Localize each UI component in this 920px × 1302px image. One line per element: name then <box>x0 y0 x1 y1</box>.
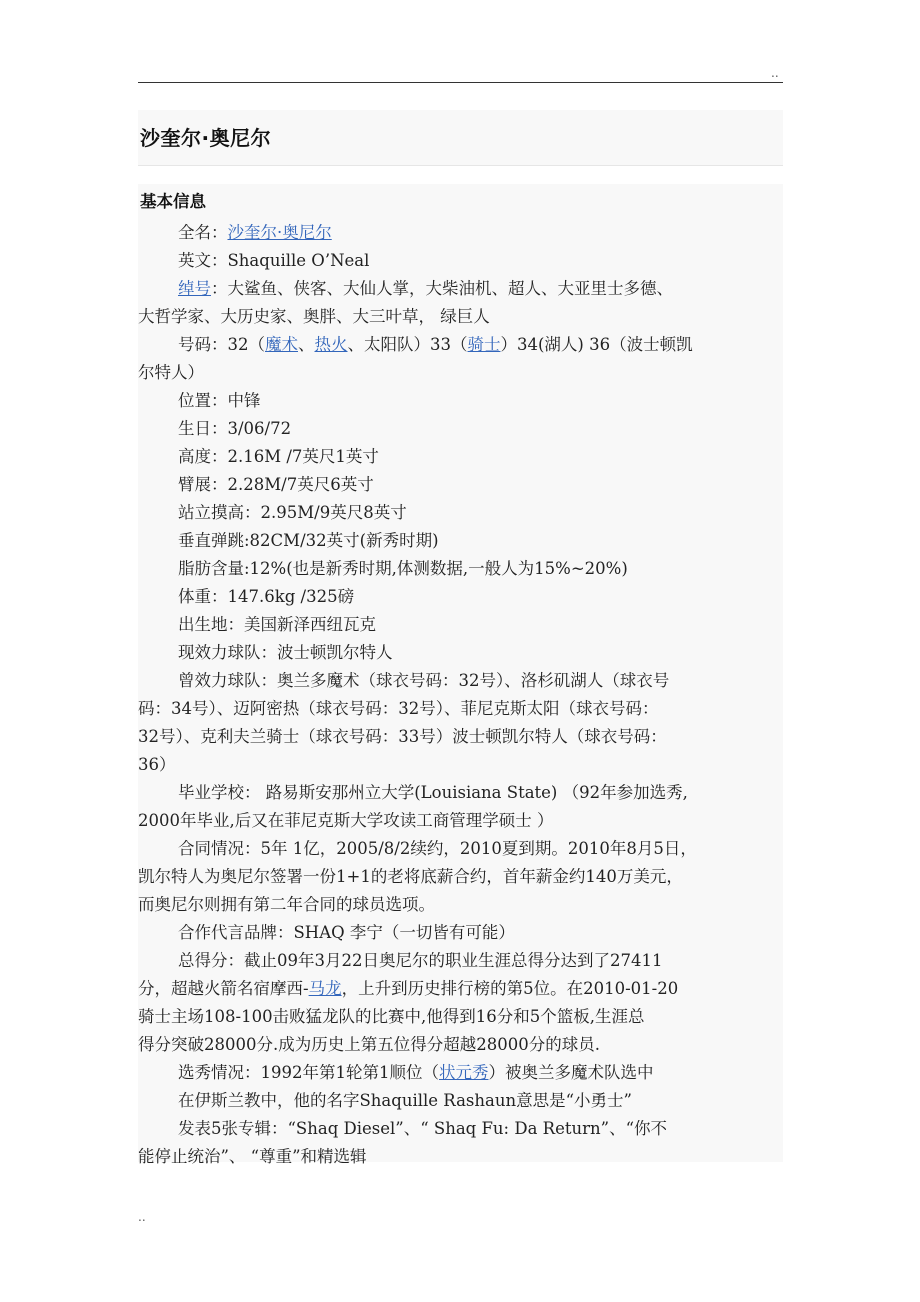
info-lines <box>138 219 818 1171</box>
points-text-a: 分，超越火箭名宿摩西- <box>138 979 309 998</box>
nickname-cont-line: 大哲学家、大历史家、奥胖、大三叶草， 绿巨人 <box>138 307 490 326</box>
contract-cont-line: 凯尔特人为奥尼尔签署一份1+1的老将底薪合约，首年薪金约140万美元， <box>138 867 683 886</box>
current-team-line: 现效力球队：波士顿凯尔特人 <box>178 643 393 662</box>
birthday-line: 生日：3/06/72 <box>178 419 292 438</box>
draft-text-a: 选秀情况：1992年第1轮第1顺位（ <box>178 1063 439 1082</box>
section-heading: 基本信息 <box>140 192 206 211</box>
cavaliers-link[interactable]: 骑士 <box>467 335 501 354</box>
former-teams-cont-line: 36） <box>138 755 176 774</box>
draft-text-b: ）被奥兰多魔术队选中 <box>488 1063 654 1082</box>
nickname-text: ：大鲨鱼、侠客、大仙人掌，大柴油机、超人、大亚里士多德、 <box>211 279 673 298</box>
english-line: 英文：Shaquille O’Neal <box>178 251 370 270</box>
number-cont-line: 尔特人） <box>138 363 204 382</box>
footer-dots: .. <box>138 1210 146 1224</box>
former-teams-cont-line: 码：34号）、迈阿密热（球衣号码：32号）、菲尼克斯太阳（球衣号码： <box>138 699 659 718</box>
fullname-link[interactable]: 沙奎尔·奥尼尔 <box>227 223 332 242</box>
heat-link[interactable]: 热火 <box>314 335 348 354</box>
fullname-label: 全名： <box>178 223 228 242</box>
wingspan-line: 臂展：2.28M/7英尺6英寸 <box>178 475 374 494</box>
contract-cont-line: 而奥尼尔则拥有第二年合同的球员选项。 <box>138 895 435 914</box>
albums-line: 发表5张专辑：“Shaq Diesel”、“ Shaq Fu: Da Return”、“你不 <box>178 1119 667 1138</box>
school-line: 毕业学校： 路易斯安那州立大学(Louisiana State) （92年参加选秀, <box>178 783 688 802</box>
number-text-b: 、太阳队）33（ <box>347 335 468 354</box>
points-text-b: ，上升到历史排行榜的第5位。在2010-01-20 <box>341 979 679 998</box>
number-text-a: 号码：32（ <box>178 335 265 354</box>
endorsement-line: 合作代言品牌：SHAQ 李宁（一切皆有可能） <box>178 923 515 942</box>
points-cont-line: 得分突破28000分.成为历史上第五位得分超越28000分的球员. <box>138 1035 600 1054</box>
content-box <box>138 184 783 1166</box>
height-line: 高度：2.16M /7英尺1英寸 <box>178 447 379 466</box>
fullname-line <box>138 219 818 247</box>
malone-link[interactable]: 马龙 <box>308 979 342 998</box>
points-cont-line <box>138 975 818 1003</box>
draft-line <box>138 1059 818 1087</box>
vertical-line: 垂直弹跳:82CM/32英寸(新秀时期) <box>178 531 439 550</box>
birthplace-line: 出生地：美国新泽西纽瓦克 <box>178 615 376 634</box>
former-teams-line: 曾效力球队：奥兰多魔术（球衣号码：32号）、洛杉矶湖人（球衣号 <box>178 671 670 690</box>
name-meaning-line: 在伊斯兰教中，他的名字Shaquille Rashaun意思是“小勇士” <box>178 1091 632 1110</box>
former-teams-cont-line: 32号）、克利夫兰骑士（球衣号码：33号）波士顿凯尔特人（球衣号码： <box>138 727 667 746</box>
points-line: 总得分：截止09年3月22日奥尼尔的职业生涯总得分达到了27411 <box>178 951 663 970</box>
top-pick-link[interactable]: 状元秀 <box>439 1063 489 1082</box>
nickname-line <box>138 275 818 303</box>
number-line <box>138 331 818 359</box>
bodyfat-line: 脂肪含量:12%(也是新秀时期,体测数据,一般人为15%~20%) <box>178 559 628 578</box>
number-text-c: ）34(湖人) 36（波士顿凯 <box>500 335 693 354</box>
school-cont-line: 2000年毕业,后又在菲尼克斯大学攻读工商管理学硕士 ） <box>138 811 554 830</box>
page-title: 沙奎尔·奥尼尔 <box>140 126 272 150</box>
points-cont-line: 骑士主场108-100击败猛龙队的比赛中,他得到16分和5个篮板,生涯总 <box>138 1007 645 1026</box>
header-dots: .. <box>771 66 779 80</box>
title-box <box>138 110 783 166</box>
weight-line: 体重：147.6kg /325磅 <box>178 587 355 606</box>
reach-line: 站立摸高：2.95M/9英尺8英寸 <box>178 503 407 522</box>
nickname-link[interactable]: 绰号 <box>178 279 211 298</box>
number-sep: 、 <box>298 335 315 354</box>
magic-link[interactable]: 魔术 <box>265 335 298 354</box>
albums-cont-line: 能停止统治”、 “尊重”和精选辑 <box>138 1147 367 1166</box>
position-line: 位置：中锋 <box>178 391 261 410</box>
contract-line: 合同情况：5年 1亿，2005/8/2续约，2010夏到期。2010年8月5日， <box>178 839 697 858</box>
header-rule <box>138 82 783 83</box>
